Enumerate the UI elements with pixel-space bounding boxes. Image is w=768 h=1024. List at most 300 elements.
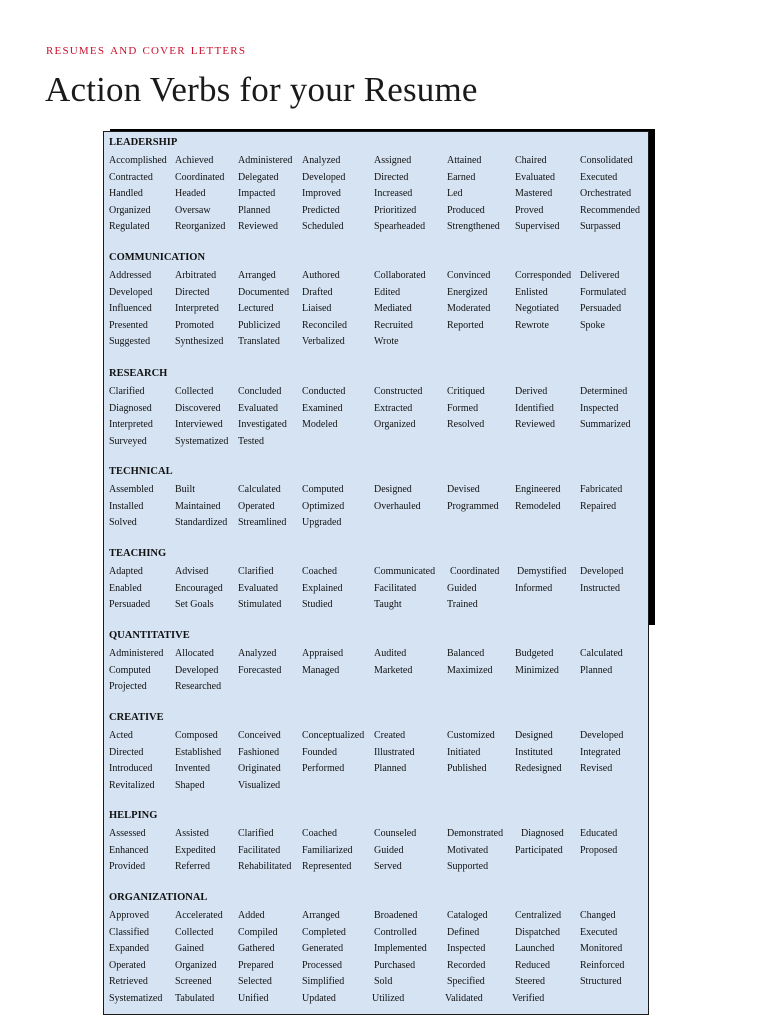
verb: Clarified: [238, 566, 274, 577]
verb: Negotiated: [515, 303, 559, 315]
verb: Surpassed: [580, 221, 621, 233]
verb: Conducted: [302, 386, 346, 397]
verb: Spearheaded: [374, 221, 426, 233]
verb: Inspected: [447, 943, 486, 955]
verb: Reviewed: [238, 221, 278, 233]
verb: Reduced: [515, 959, 550, 971]
verb: Demystified: [517, 566, 567, 577]
verb: Guided: [374, 844, 404, 856]
verb: Coordinated: [450, 566, 500, 577]
verb: Produced: [447, 204, 485, 216]
section-heading: TECHNICAL: [109, 466, 173, 477]
verb-row: [109, 285, 627, 302]
verb: Tabulated: [175, 992, 215, 1004]
verb: Surveyed: [109, 435, 147, 447]
verb: Devised: [447, 484, 480, 495]
verb: Processed: [302, 959, 342, 971]
verb: Liaised: [302, 303, 332, 315]
section-teaching: [109, 547, 624, 614]
verb: Familiarized: [302, 844, 353, 856]
verb: Revitalized: [109, 779, 155, 791]
verb: Persuaded: [109, 599, 151, 611]
verb-row: [109, 991, 545, 1008]
verb: Upgraded: [302, 517, 342, 529]
verb: Reported: [447, 319, 484, 331]
section-kicker: resumes and cover letters: [46, 42, 247, 58]
verb: Clarified: [109, 386, 145, 397]
verb: Purchased: [374, 959, 416, 971]
verb: Presented: [109, 319, 148, 331]
verb: Collaborated: [374, 270, 426, 281]
verb: Analyzed: [302, 155, 341, 166]
verb: Instituted: [515, 746, 553, 758]
verb-row: [109, 728, 624, 745]
verb: Studied: [302, 599, 333, 611]
verb: Proposed: [580, 844, 618, 856]
verb: Guided: [447, 582, 477, 594]
verb: Programmed: [447, 500, 499, 512]
verb: Unified: [238, 992, 269, 1004]
verb-row: [109, 745, 621, 762]
verb: Engineered: [515, 484, 561, 495]
verb: Improved: [302, 188, 341, 200]
verb: Gained: [175, 943, 204, 955]
verb: Founded: [302, 746, 337, 758]
verb: Calculated: [238, 484, 281, 495]
verb: Invented: [175, 763, 210, 775]
verb: Enhanced: [109, 844, 149, 856]
verb: Evaluated: [238, 402, 278, 414]
verb-row: [109, 958, 625, 975]
verb: Optimized: [302, 500, 345, 512]
verb: Evaluated: [515, 171, 555, 183]
verb: Selected: [238, 976, 272, 988]
verb: Streamlined: [238, 517, 287, 529]
verb: Solved: [109, 517, 137, 529]
section-research: [109, 367, 631, 450]
verb-row: [109, 334, 399, 351]
verb: Extracted: [374, 402, 413, 414]
verb: Set Goals: [175, 599, 214, 611]
verb-row: [109, 268, 620, 285]
verb: Gathered: [238, 943, 275, 955]
verb: Diagnosed: [521, 828, 564, 839]
verb-row: [109, 663, 613, 680]
verb: Built: [175, 484, 196, 495]
verb: Computed: [302, 484, 344, 495]
section-organizational: [109, 891, 625, 1008]
verb: Conceptualized: [302, 730, 365, 741]
verb: Increased: [374, 188, 413, 200]
verb: Consolidated: [580, 155, 633, 166]
verb: Prioritized: [374, 204, 417, 216]
verb: Promoted: [175, 319, 214, 331]
verb: Monitored: [580, 943, 623, 955]
verb: Directed: [175, 286, 210, 298]
verb: Introduced: [109, 763, 153, 775]
section-heading: COMMUNICATION: [109, 252, 206, 263]
verb: Forecasted: [238, 664, 282, 676]
verb: Summarized: [580, 419, 631, 431]
verb: Oversaw: [175, 204, 211, 216]
verb-row: [109, 581, 620, 598]
verb-row: [109, 384, 628, 401]
verb: Maximized: [447, 664, 493, 676]
verb: Compiled: [238, 926, 278, 938]
verb-row: [109, 499, 617, 516]
verb: Persuaded: [580, 303, 622, 315]
verb-row: [109, 434, 264, 451]
verb-row: [109, 482, 623, 499]
verb-row: [109, 859, 489, 876]
verb-row: [109, 925, 618, 942]
section-technical: [109, 465, 623, 532]
verb: Redesigned: [515, 763, 562, 775]
verb: Administered: [109, 648, 164, 659]
verb: Advised: [175, 566, 209, 577]
verb: Defined: [447, 926, 480, 938]
verb: Led: [447, 188, 463, 200]
verb: Headed: [175, 188, 206, 200]
verb: Recorded: [447, 959, 486, 971]
verb: Composed: [175, 730, 218, 741]
verb: Edited: [374, 286, 401, 298]
verb: Computed: [109, 664, 151, 676]
verb: Recruited: [374, 319, 413, 331]
verb: Coached: [302, 828, 337, 839]
section-heading: RESEARCH: [109, 368, 168, 379]
verb: Verified: [512, 992, 545, 1004]
verb: Systematized: [175, 435, 229, 447]
verb: Appraised: [302, 648, 344, 659]
verb-row: [109, 219, 621, 236]
verb: Instructed: [580, 582, 620, 594]
verb: Minimized: [515, 664, 559, 676]
verb: Sold: [374, 976, 393, 988]
verb: Spoke: [580, 319, 605, 331]
verb-row: [109, 170, 618, 187]
verb: Encouraged: [175, 582, 223, 594]
section-communication: [109, 251, 627, 351]
verb: Shaped: [175, 779, 205, 791]
verb: Added: [238, 910, 265, 921]
verb: Allocated: [175, 648, 214, 659]
verb: Classified: [109, 926, 149, 938]
verb: Visualized: [238, 779, 281, 791]
verb: Lectured: [238, 303, 274, 315]
verb: Overhauled: [374, 500, 421, 512]
verb: Taught: [374, 599, 402, 611]
verb: Interpreted: [109, 419, 153, 431]
verb: Implemented: [374, 943, 427, 955]
verb: Developed: [580, 566, 624, 577]
verb: Rehabilitated: [238, 861, 292, 873]
verb: Approved: [109, 910, 149, 921]
verb: Broadened: [374, 910, 418, 921]
verb-row: [109, 778, 281, 795]
verb: Examined: [302, 402, 343, 414]
verb: Developed: [302, 171, 346, 183]
page-title: Action Verbs for your Resume: [45, 70, 478, 109]
verb: Launched: [515, 943, 555, 955]
verb: Assigned: [374, 155, 412, 166]
verb: Reorganized: [175, 221, 226, 233]
verb: Strengthened: [447, 221, 500, 233]
verb: Resolved: [447, 419, 485, 431]
verb: Reviewed: [515, 419, 555, 431]
verb: Marketed: [374, 664, 413, 676]
verb: Interpreted: [175, 303, 219, 315]
verb: Screened: [175, 976, 212, 988]
verb: Assessed: [109, 828, 146, 839]
verb: Fashioned: [238, 746, 280, 758]
verb: Updated: [302, 992, 336, 1004]
verb: Analyzed: [238, 648, 277, 659]
verb: Planned: [238, 204, 271, 216]
verb-row: [109, 186, 632, 203]
verb: Administered: [238, 155, 293, 166]
verb: Formulated: [580, 286, 627, 298]
section-leadership: [109, 136, 640, 236]
verb: Interviewed: [175, 419, 223, 431]
verb-row: [109, 203, 640, 220]
verb: Expedited: [175, 844, 216, 856]
verb: Facilitated: [238, 844, 281, 856]
verb: Critiqued: [447, 386, 485, 397]
verb: Executed: [580, 171, 618, 183]
section-creative: [109, 711, 624, 794]
verb: Operated: [109, 959, 146, 971]
verb: Discovered: [175, 402, 221, 414]
verb: Served: [374, 861, 402, 873]
verb: Assembled: [109, 484, 154, 495]
verb: Arranged: [302, 910, 340, 921]
verb: Coached: [302, 566, 337, 577]
verb: Collected: [175, 926, 214, 938]
verb: Controlled: [374, 926, 417, 938]
verb: Acted: [109, 730, 133, 741]
verb: Systematized: [109, 992, 163, 1004]
verb: Communicated: [374, 566, 436, 577]
verb: Assisted: [175, 828, 209, 839]
verb: Authored: [302, 270, 340, 281]
verb: Published: [447, 763, 487, 775]
verb: Projected: [109, 681, 147, 693]
verb-row: [109, 597, 478, 614]
verb: Rewrote: [515, 319, 549, 331]
verb: Installed: [109, 500, 144, 512]
section-heading: CREATIVE: [109, 712, 164, 723]
verb: Expanded: [109, 943, 149, 955]
verb: Reinforced: [580, 959, 625, 971]
verb: Facilitated: [374, 582, 417, 594]
verb-row: [109, 974, 622, 991]
verb: Demonstrated: [447, 828, 504, 839]
verb: Verbalized: [302, 336, 345, 348]
verb: Concluded: [238, 386, 282, 397]
verb: Impacted: [238, 188, 276, 200]
verb: Directed: [374, 171, 409, 183]
verb: Completed: [302, 926, 346, 938]
verb: Diagnosed: [109, 402, 152, 414]
verb: Budgeted: [515, 648, 554, 659]
verb-row: [109, 679, 222, 696]
verb: Designed: [515, 730, 553, 741]
verb: Fabricated: [580, 484, 623, 495]
verb: Validated: [445, 992, 483, 1004]
verb: Represented: [302, 861, 352, 873]
verb: Accomplished: [109, 155, 167, 166]
verb: Enlisted: [515, 286, 548, 298]
verb-row: [109, 761, 613, 778]
verb: Earned: [447, 171, 476, 183]
verb: Changed: [580, 910, 616, 921]
verb: Coordinated: [175, 171, 225, 183]
verb: Arranged: [238, 270, 276, 281]
verb: Managed: [302, 664, 340, 676]
verb: Participated: [515, 844, 563, 856]
verb: Motivated: [447, 844, 489, 856]
verb: Predicted: [302, 204, 340, 216]
verb: Formed: [447, 402, 479, 414]
verb: Organized: [109, 204, 151, 216]
verb: Originated: [238, 763, 281, 775]
verb: Counseled: [374, 828, 417, 839]
verb: Tested: [238, 435, 264, 447]
verb: Dispatched: [515, 926, 560, 938]
verb: Clarified: [238, 828, 274, 839]
verb-row: [109, 401, 619, 418]
verb: Stimulated: [238, 599, 282, 611]
verb: Chaired: [515, 155, 547, 166]
verb: Derived: [515, 386, 548, 397]
verb-row: [109, 153, 633, 170]
verb-row: [109, 301, 622, 318]
verb: Regulated: [109, 221, 150, 233]
verb: Accelerated: [175, 910, 223, 921]
verb: Provided: [109, 861, 146, 873]
verb: Orchestrated: [580, 188, 632, 200]
section-heading: TEACHING: [109, 548, 167, 559]
verb: Determined: [580, 386, 628, 397]
verb: Standardized: [175, 517, 228, 529]
verb: Utilized: [372, 992, 405, 1004]
verb: Enabled: [109, 582, 142, 594]
verb: Repaired: [580, 500, 617, 512]
action-verbs-panel: [103, 131, 649, 1015]
verb: Balanced: [447, 648, 485, 659]
verb: Delivered: [580, 270, 620, 281]
verb: Synthesized: [175, 336, 224, 348]
verb: Supervised: [515, 221, 560, 233]
verb: Mediated: [374, 303, 412, 315]
verb: Prepared: [238, 959, 274, 971]
verb: Integrated: [580, 746, 621, 758]
verb: Drafted: [302, 286, 333, 298]
verb: Developed: [175, 664, 219, 676]
verb: Documented: [238, 286, 290, 298]
verb: Delegated: [238, 171, 279, 183]
verb-row: [109, 908, 616, 925]
verb: Created: [374, 730, 406, 741]
verb: Achieved: [175, 155, 214, 166]
verb: Simplified: [302, 976, 345, 988]
verb: Established: [175, 746, 222, 758]
verb: Remodeled: [515, 500, 561, 512]
verb: Cataloged: [447, 910, 488, 921]
verb: Adapted: [109, 566, 143, 577]
verb: Convinced: [447, 270, 491, 281]
verb: Planned: [374, 763, 407, 775]
verb: Conceived: [238, 730, 281, 741]
section-heading: QUANTITATIVE: [109, 630, 190, 641]
section-heading: HELPING: [109, 810, 158, 821]
verb: Recommended: [580, 204, 640, 216]
verb: Inspected: [580, 402, 619, 414]
verb: Organized: [175, 959, 217, 971]
verb: Illustrated: [374, 746, 415, 758]
verb: Informed: [515, 582, 553, 594]
verb: Reconciled: [302, 319, 347, 331]
verb: Proved: [515, 204, 544, 216]
verb: Contracted: [109, 171, 153, 183]
verb: Specified: [447, 976, 485, 988]
verb: Initiated: [447, 746, 481, 758]
section-quantitative: [109, 629, 623, 696]
section-helping: [109, 809, 618, 876]
verb: Researched: [175, 681, 222, 693]
verb: Mastered: [515, 188, 553, 200]
verb: Customized: [447, 730, 495, 741]
verb: Generated: [302, 943, 344, 955]
verb: Referred: [175, 861, 210, 873]
verb: Steered: [515, 976, 545, 988]
verb-row: [109, 417, 631, 434]
verb: Organized: [374, 419, 416, 431]
verb-row: [109, 826, 618, 843]
verb: Maintained: [175, 500, 221, 512]
verb: Retrieved: [109, 976, 148, 988]
verb: Energized: [447, 286, 488, 298]
verb: Directed: [109, 746, 144, 758]
verb: Corresponded: [515, 270, 572, 281]
verb: Addressed: [109, 270, 152, 281]
verb: Performed: [302, 763, 345, 775]
verb: Identified: [515, 402, 554, 414]
verb-row: [109, 564, 624, 581]
verb: Planned: [580, 664, 613, 676]
verb: Centralized: [515, 910, 562, 921]
verb: Operated: [238, 500, 275, 512]
verb: Supported: [447, 861, 489, 873]
section-heading: LEADERSHIP: [109, 137, 178, 148]
verb: Audited: [374, 648, 407, 659]
verb: Calculated: [580, 648, 623, 659]
verb: Scheduled: [302, 221, 344, 233]
verb: Translated: [238, 336, 280, 348]
verb: Collected: [175, 386, 214, 397]
verb: Wrote: [374, 336, 399, 348]
verb-row: [109, 515, 342, 532]
verb: Explained: [302, 582, 343, 594]
verb-row: [109, 843, 618, 860]
section-heading: ORGANIZATIONAL: [109, 892, 208, 903]
verb: Executed: [580, 926, 618, 938]
verb: Moderated: [447, 303, 491, 315]
verb: Educated: [580, 828, 618, 839]
verb: Influenced: [109, 303, 152, 315]
verb: Investigated: [238, 419, 287, 431]
